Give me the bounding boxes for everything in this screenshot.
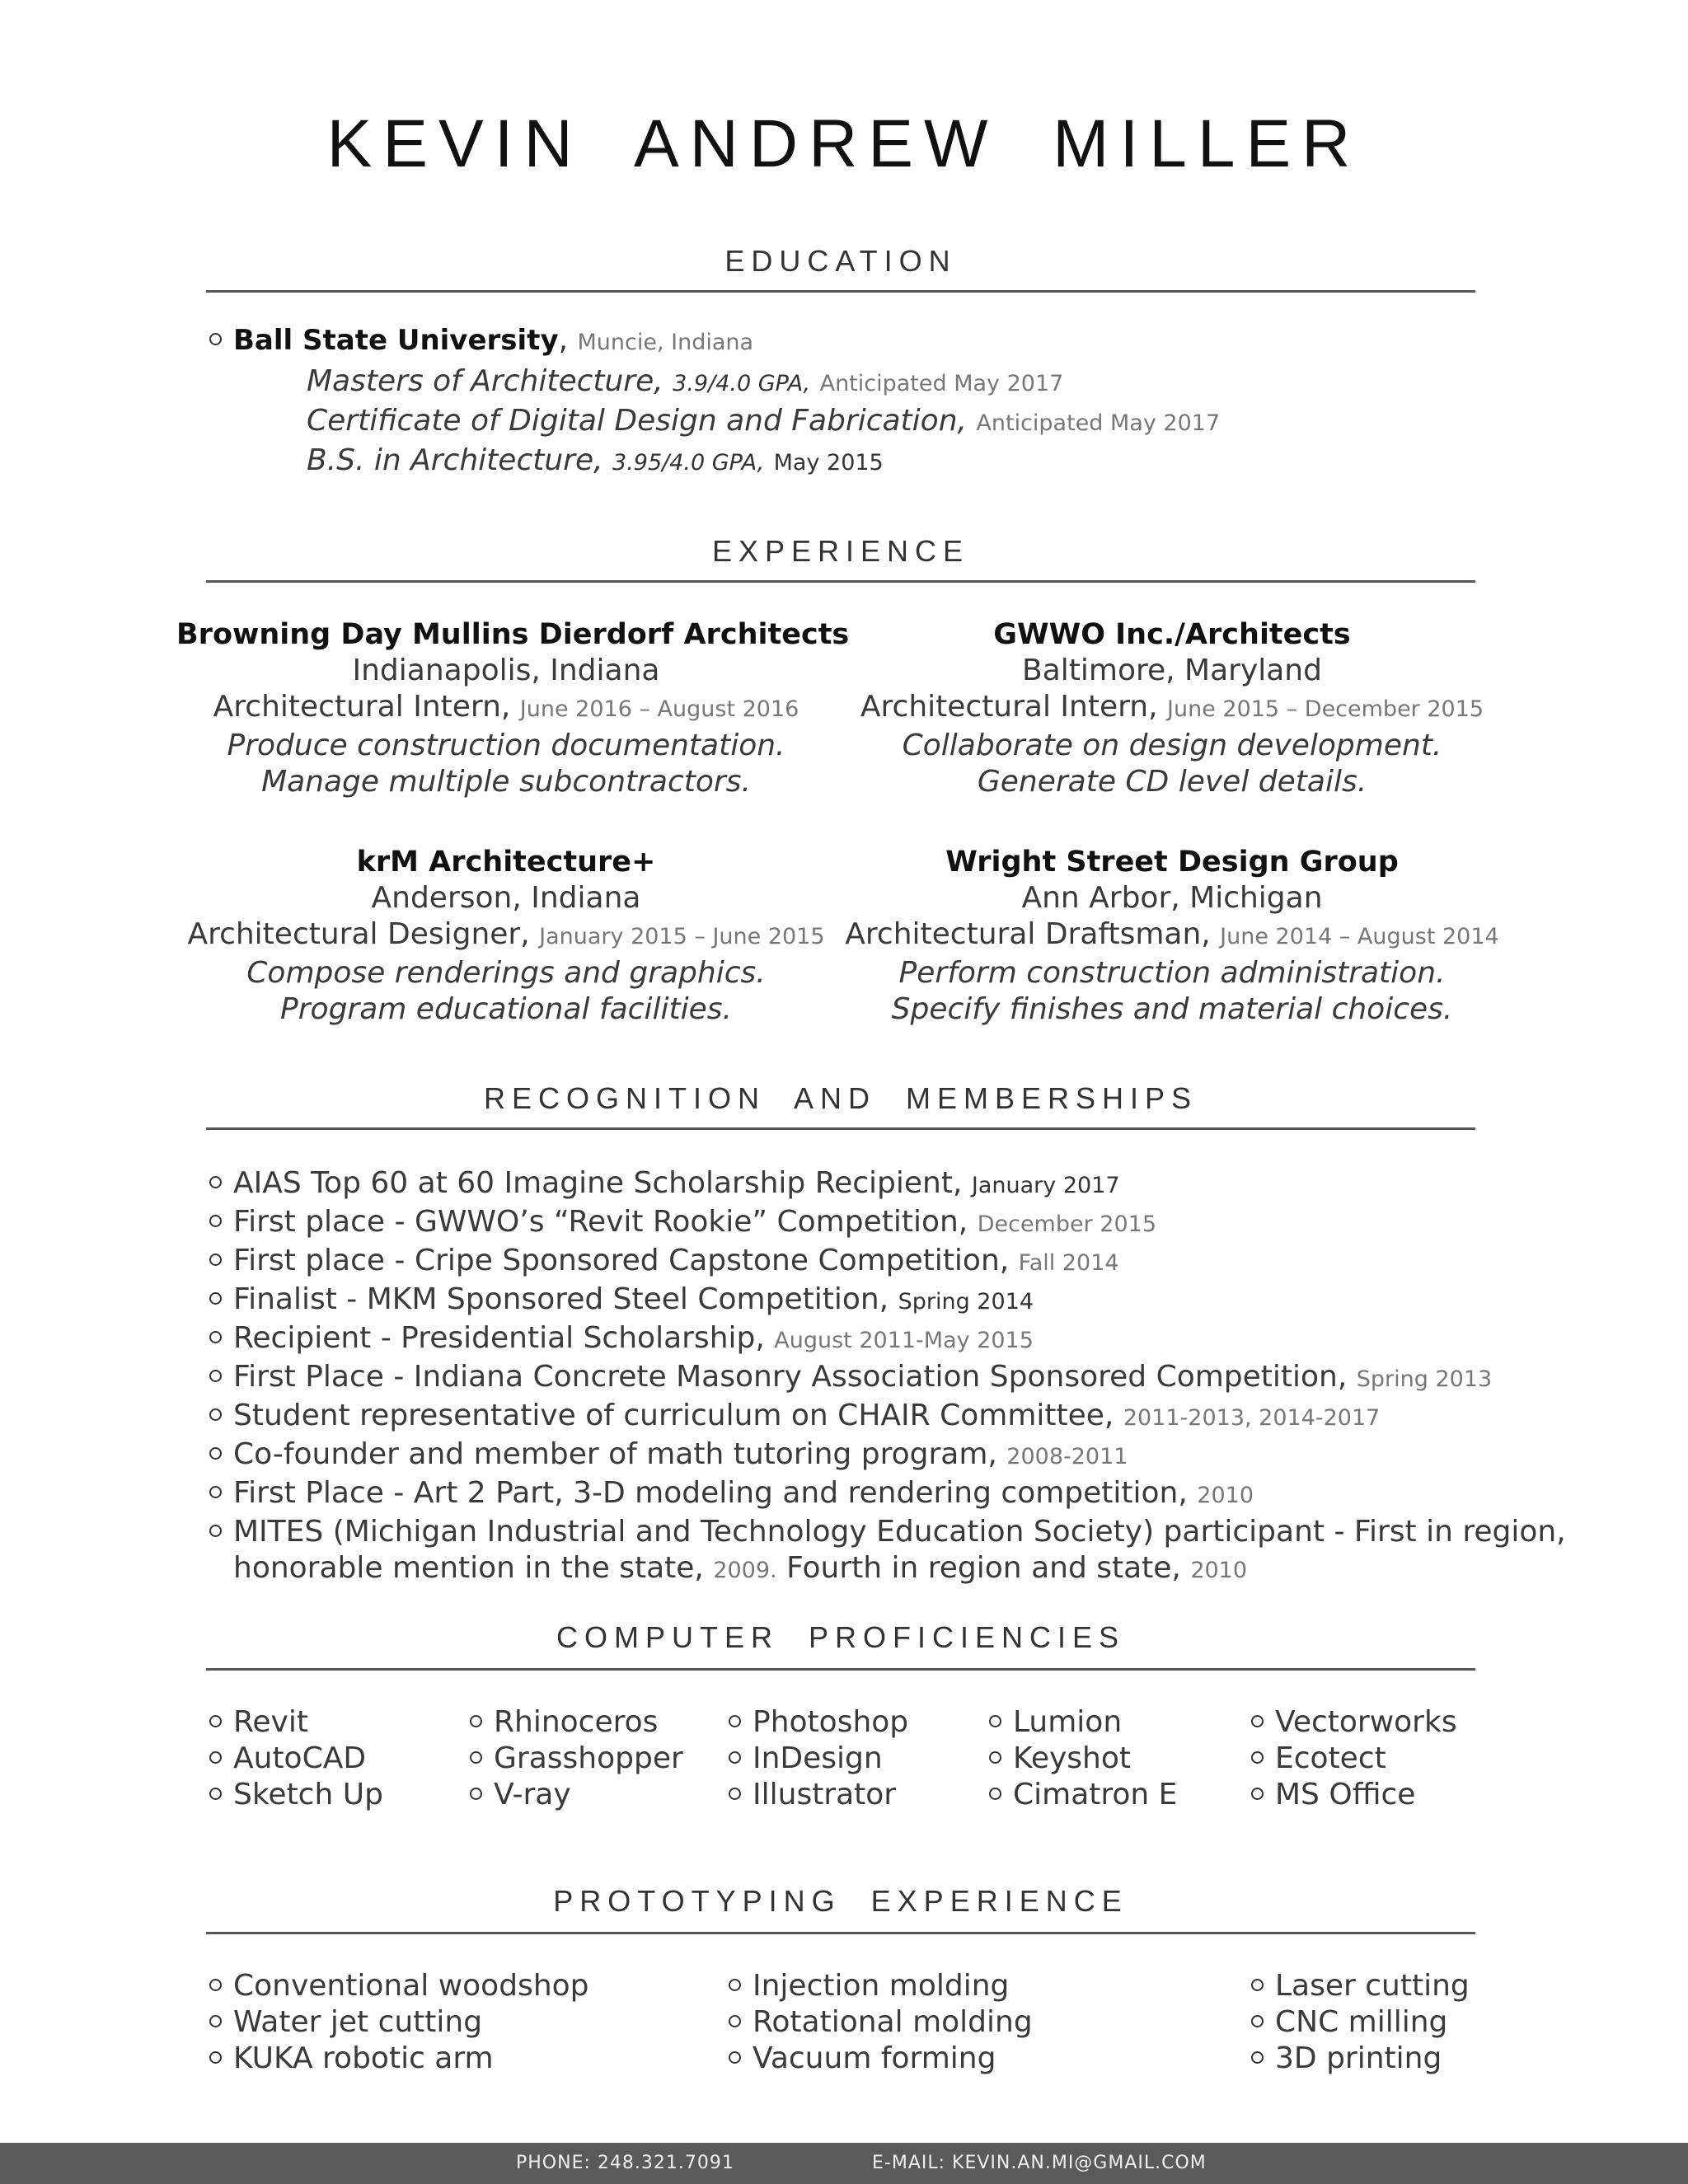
list-item: Injection molding bbox=[729, 1968, 1033, 2004]
resume-name: KEVIN ANDREW MILLER bbox=[326, 106, 1362, 181]
list-item: Ecotect bbox=[1251, 1741, 1457, 1777]
skills-column bbox=[729, 1704, 908, 1813]
job-entry: Browning Day Mullins Dierdorf Architects Indianapolis, Indiana Architectural Intern, June 2016 – August 2016 Produce construction documentation. Manage multiple subcontractors. bbox=[176, 618, 850, 799]
list-item: KUKA robotic arm bbox=[209, 2041, 589, 2077]
experience-heading: EXPERIENCE bbox=[711, 534, 970, 568]
list-item: Vacuum forming bbox=[729, 2041, 1033, 2077]
prototyping-divider bbox=[206, 1932, 1475, 1934]
bullet-icon bbox=[1251, 1979, 1264, 1991]
list-item: Recipient - Presidential Scholarship, August 2011-May 2015 bbox=[209, 1320, 1566, 1359]
prototyping-column bbox=[1251, 1968, 1470, 2077]
skills-column bbox=[209, 1704, 383, 1813]
bullet-icon bbox=[470, 1715, 482, 1727]
bullet-icon bbox=[729, 2051, 741, 2064]
bullet-icon bbox=[209, 1715, 222, 1727]
job-entry: GWWO Inc./Architects Baltimore, Maryland Architectural Intern, June 2015 – December 2015 Collaborate on design development. Generate CD level details. bbox=[860, 618, 1484, 799]
bullet-icon bbox=[209, 1447, 222, 1460]
bullet-icon bbox=[209, 1254, 222, 1266]
skills-column bbox=[470, 1704, 683, 1813]
degree-row: B.S. in Architecture, 3.95/4.0 GPA, May 2015 bbox=[307, 443, 884, 477]
school-location: Muncie, Indiana bbox=[577, 330, 754, 355]
bullet-icon bbox=[209, 1176, 222, 1188]
bullet-icon bbox=[209, 1331, 222, 1343]
bullet-icon bbox=[209, 1525, 222, 1537]
list-item: MS Office bbox=[1251, 1777, 1457, 1813]
education-divider bbox=[206, 290, 1475, 293]
list-item: Vectorworks bbox=[1251, 1704, 1457, 1741]
list-item: First place - GWWO’s “Revit Rookie” Competition, December 2015 bbox=[209, 1204, 1566, 1243]
bullet-icon bbox=[729, 1751, 741, 1764]
list-item: Co-founder and member of math tutoring program, 2008-2011 bbox=[209, 1436, 1566, 1475]
list-item: First Place - Indiana Concrete Masonry Association Sponsored Competition, Spring 2013 bbox=[209, 1359, 1566, 1398]
bullet-icon bbox=[209, 1486, 222, 1498]
list-item: Laser cutting bbox=[1251, 1968, 1470, 2004]
list-item: Lumion bbox=[989, 1704, 1177, 1741]
list-item: Keyshot bbox=[989, 1741, 1177, 1777]
bullet-icon bbox=[470, 1751, 482, 1764]
bullet-icon bbox=[989, 1715, 1001, 1727]
list-item: Sketch Up bbox=[209, 1777, 383, 1813]
list-item: Conventional woodshop bbox=[209, 1968, 589, 2004]
list-item: MITES (Michigan Industrial and Technology Education Society) participant - First in region, bbox=[209, 1514, 1566, 1550]
bullet-icon bbox=[209, 1292, 222, 1305]
footer-phone: PHONE: 248.321.7091 bbox=[516, 2153, 734, 2173]
school-name: Ball State University bbox=[233, 324, 559, 357]
bullet-icon bbox=[729, 2015, 741, 2027]
bullet-icon bbox=[470, 1788, 482, 1800]
recognition-list bbox=[209, 1165, 1566, 1589]
list-item: 3D printing bbox=[1251, 2041, 1470, 2077]
computer-divider bbox=[206, 1668, 1475, 1671]
bullet-icon bbox=[1251, 1751, 1264, 1764]
list-item: First Place - Art 2 Part, 3-D modeling and rendering competition, 2010 bbox=[209, 1475, 1566, 1514]
bullet-icon bbox=[209, 1408, 222, 1421]
experience-divider bbox=[206, 580, 1475, 583]
bullet-icon bbox=[209, 333, 222, 345]
list-item: Cimatron E bbox=[989, 1777, 1177, 1813]
bullet-icon bbox=[1251, 1788, 1264, 1800]
education-school-line: Ball State University, Muncie, Indiana bbox=[209, 323, 753, 357]
prototyping-column bbox=[209, 1968, 589, 2077]
list-item: Grasshopper bbox=[470, 1741, 683, 1777]
bullet-icon bbox=[729, 1788, 741, 1800]
prototyping-heading: PROTOTYPING EXPERIENCE bbox=[553, 1884, 1128, 1918]
bullet-icon bbox=[989, 1788, 1001, 1800]
contact-footer bbox=[0, 2143, 1688, 2184]
recognition-divider bbox=[206, 1127, 1475, 1130]
bullet-icon bbox=[209, 1979, 222, 1991]
footer-email: E-MAIL: KEVIN.AN.MI@GMAIL.COM bbox=[872, 2153, 1207, 2173]
degree-row: Masters of Architecture, 3.9/4.0 GPA, Anticipated May 2017 bbox=[307, 364, 1064, 398]
degree-row: Certificate of Digital Design and Fabrication, Anticipated May 2017 bbox=[307, 404, 1221, 438]
education-heading: EDUCATION bbox=[724, 244, 957, 278]
list-item: Finalist - MKM Sponsored Steel Competition, Spring 2014 bbox=[209, 1282, 1566, 1320]
bullet-icon bbox=[209, 1215, 222, 1227]
computer-heading: COMPUTER PROFICIENCIES bbox=[556, 1620, 1126, 1654]
bullet-icon bbox=[729, 1979, 741, 1991]
bullet-icon bbox=[209, 1751, 222, 1764]
list-item: Revit bbox=[209, 1704, 383, 1741]
list-item: First place - Cripe Sponsored Capstone Competition, Fall 2014 bbox=[209, 1243, 1566, 1282]
job-entry: Wright Street Design Group Ann Arbor, Michigan Architectural Draftsman, June 2014 – August 2014 Perform construction administration. Specify finishes and material choices. bbox=[845, 846, 1499, 1026]
list-item: Rhinoceros bbox=[470, 1704, 683, 1741]
bullet-icon bbox=[1251, 1715, 1264, 1727]
bullet-icon bbox=[209, 2015, 222, 2027]
skills-column bbox=[1251, 1704, 1457, 1813]
list-item-continuation: honorable mention in the state, 2009. Fourth in region and state, 2010 bbox=[233, 1551, 1248, 1585]
bullet-icon bbox=[209, 2051, 222, 2064]
bullet-icon bbox=[209, 1370, 222, 1382]
list-item: AIAS Top 60 at 60 Imagine Scholarship Recipient, January 2017 bbox=[209, 1165, 1566, 1204]
bullet-icon bbox=[209, 1788, 222, 1800]
recognition-heading: RECOGNITION AND MEMBERSHIPS bbox=[483, 1081, 1198, 1115]
list-item: V-ray bbox=[470, 1777, 683, 1813]
job-entry: krM Architecture+ Anderson, Indiana Architectural Designer, January 2015 – June 2015 Compose renderings and graphics. Program educational facilities. bbox=[187, 846, 825, 1026]
bullet-icon bbox=[1251, 2015, 1264, 2027]
bullet-icon bbox=[729, 1715, 741, 1727]
list-item: CNC milling bbox=[1251, 2004, 1470, 2041]
list-item: AutoCAD bbox=[209, 1741, 383, 1777]
list-item: InDesign bbox=[729, 1741, 908, 1777]
list-item: Photoshop bbox=[729, 1704, 908, 1741]
prototyping-column bbox=[729, 1968, 1033, 2077]
bullet-icon bbox=[1251, 2051, 1264, 2064]
list-item: Illustrator bbox=[729, 1777, 908, 1813]
skills-column bbox=[989, 1704, 1177, 1813]
list-item: Student representative of curriculum on CHAIR Committee, 2011-2013, 2014-2017 bbox=[209, 1398, 1566, 1436]
list-item: Water jet cutting bbox=[209, 2004, 589, 2041]
bullet-icon bbox=[989, 1751, 1001, 1764]
list-item: Rotational molding bbox=[729, 2004, 1033, 2041]
